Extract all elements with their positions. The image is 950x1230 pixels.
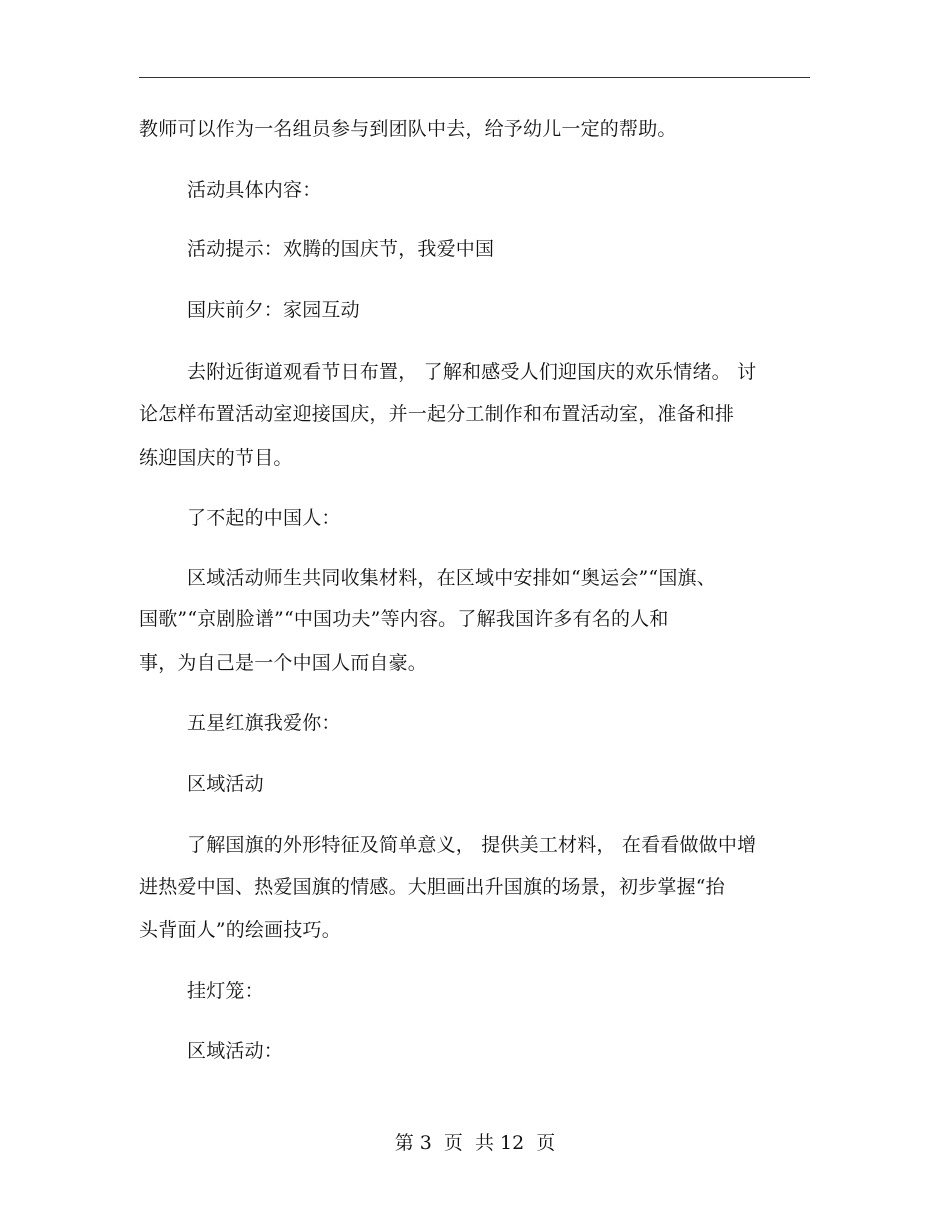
text-line: 了不起的中国人：	[187, 507, 341, 529]
text-line: 去附近街道观看节日布置， 了解和感受人们迎国庆的欢乐情绪。 讨	[187, 361, 757, 383]
text-line: 了解国旗的外形特征及简单意义， 提供美工材料， 在看看做做中增	[187, 834, 757, 856]
text-line: 国歌”“京剧脸谱”“中国功夫”等内容。了解我国许多有名的人和	[139, 608, 669, 630]
text-line: 事，为自己是一个中国人而自豪。	[139, 652, 428, 674]
text-line: 挂灯笼：	[187, 980, 264, 1002]
header-rule	[139, 77, 810, 78]
text-line: 国庆前夕：家园互动	[187, 299, 360, 321]
text-line: 活动提示：欢腾的国庆节，我爱中国	[187, 238, 495, 260]
text-line: 区域活动师生共同收集材料，在区域中安排如“奥运会”“国旗、	[187, 567, 716, 589]
text-line: 区域活动：	[187, 1040, 284, 1062]
text-line: 区域活动	[187, 773, 264, 795]
page-number-footer: 第 3 页 共 12 页	[394, 1132, 556, 1154]
text-line: 论怎样布置活动室迎接国庆，并一起分工制作和布置活动室，准备和排	[139, 403, 735, 425]
text-line: 进热爱中国、热爱国旗的情感。大胆画出升国旗的场景，初步掌握“抬	[139, 876, 725, 898]
text-line: 头背面人”的绘画技巧。	[139, 919, 341, 941]
text-line: 教师可以作为一名组员参与到团队中去，给予幼儿一定的帮助。	[139, 118, 677, 140]
text-line: 五星红旗我爱你：	[187, 712, 341, 734]
text-line: 活动具体内容：	[187, 179, 322, 201]
text-line: 练迎国庆的节目。	[139, 447, 293, 469]
